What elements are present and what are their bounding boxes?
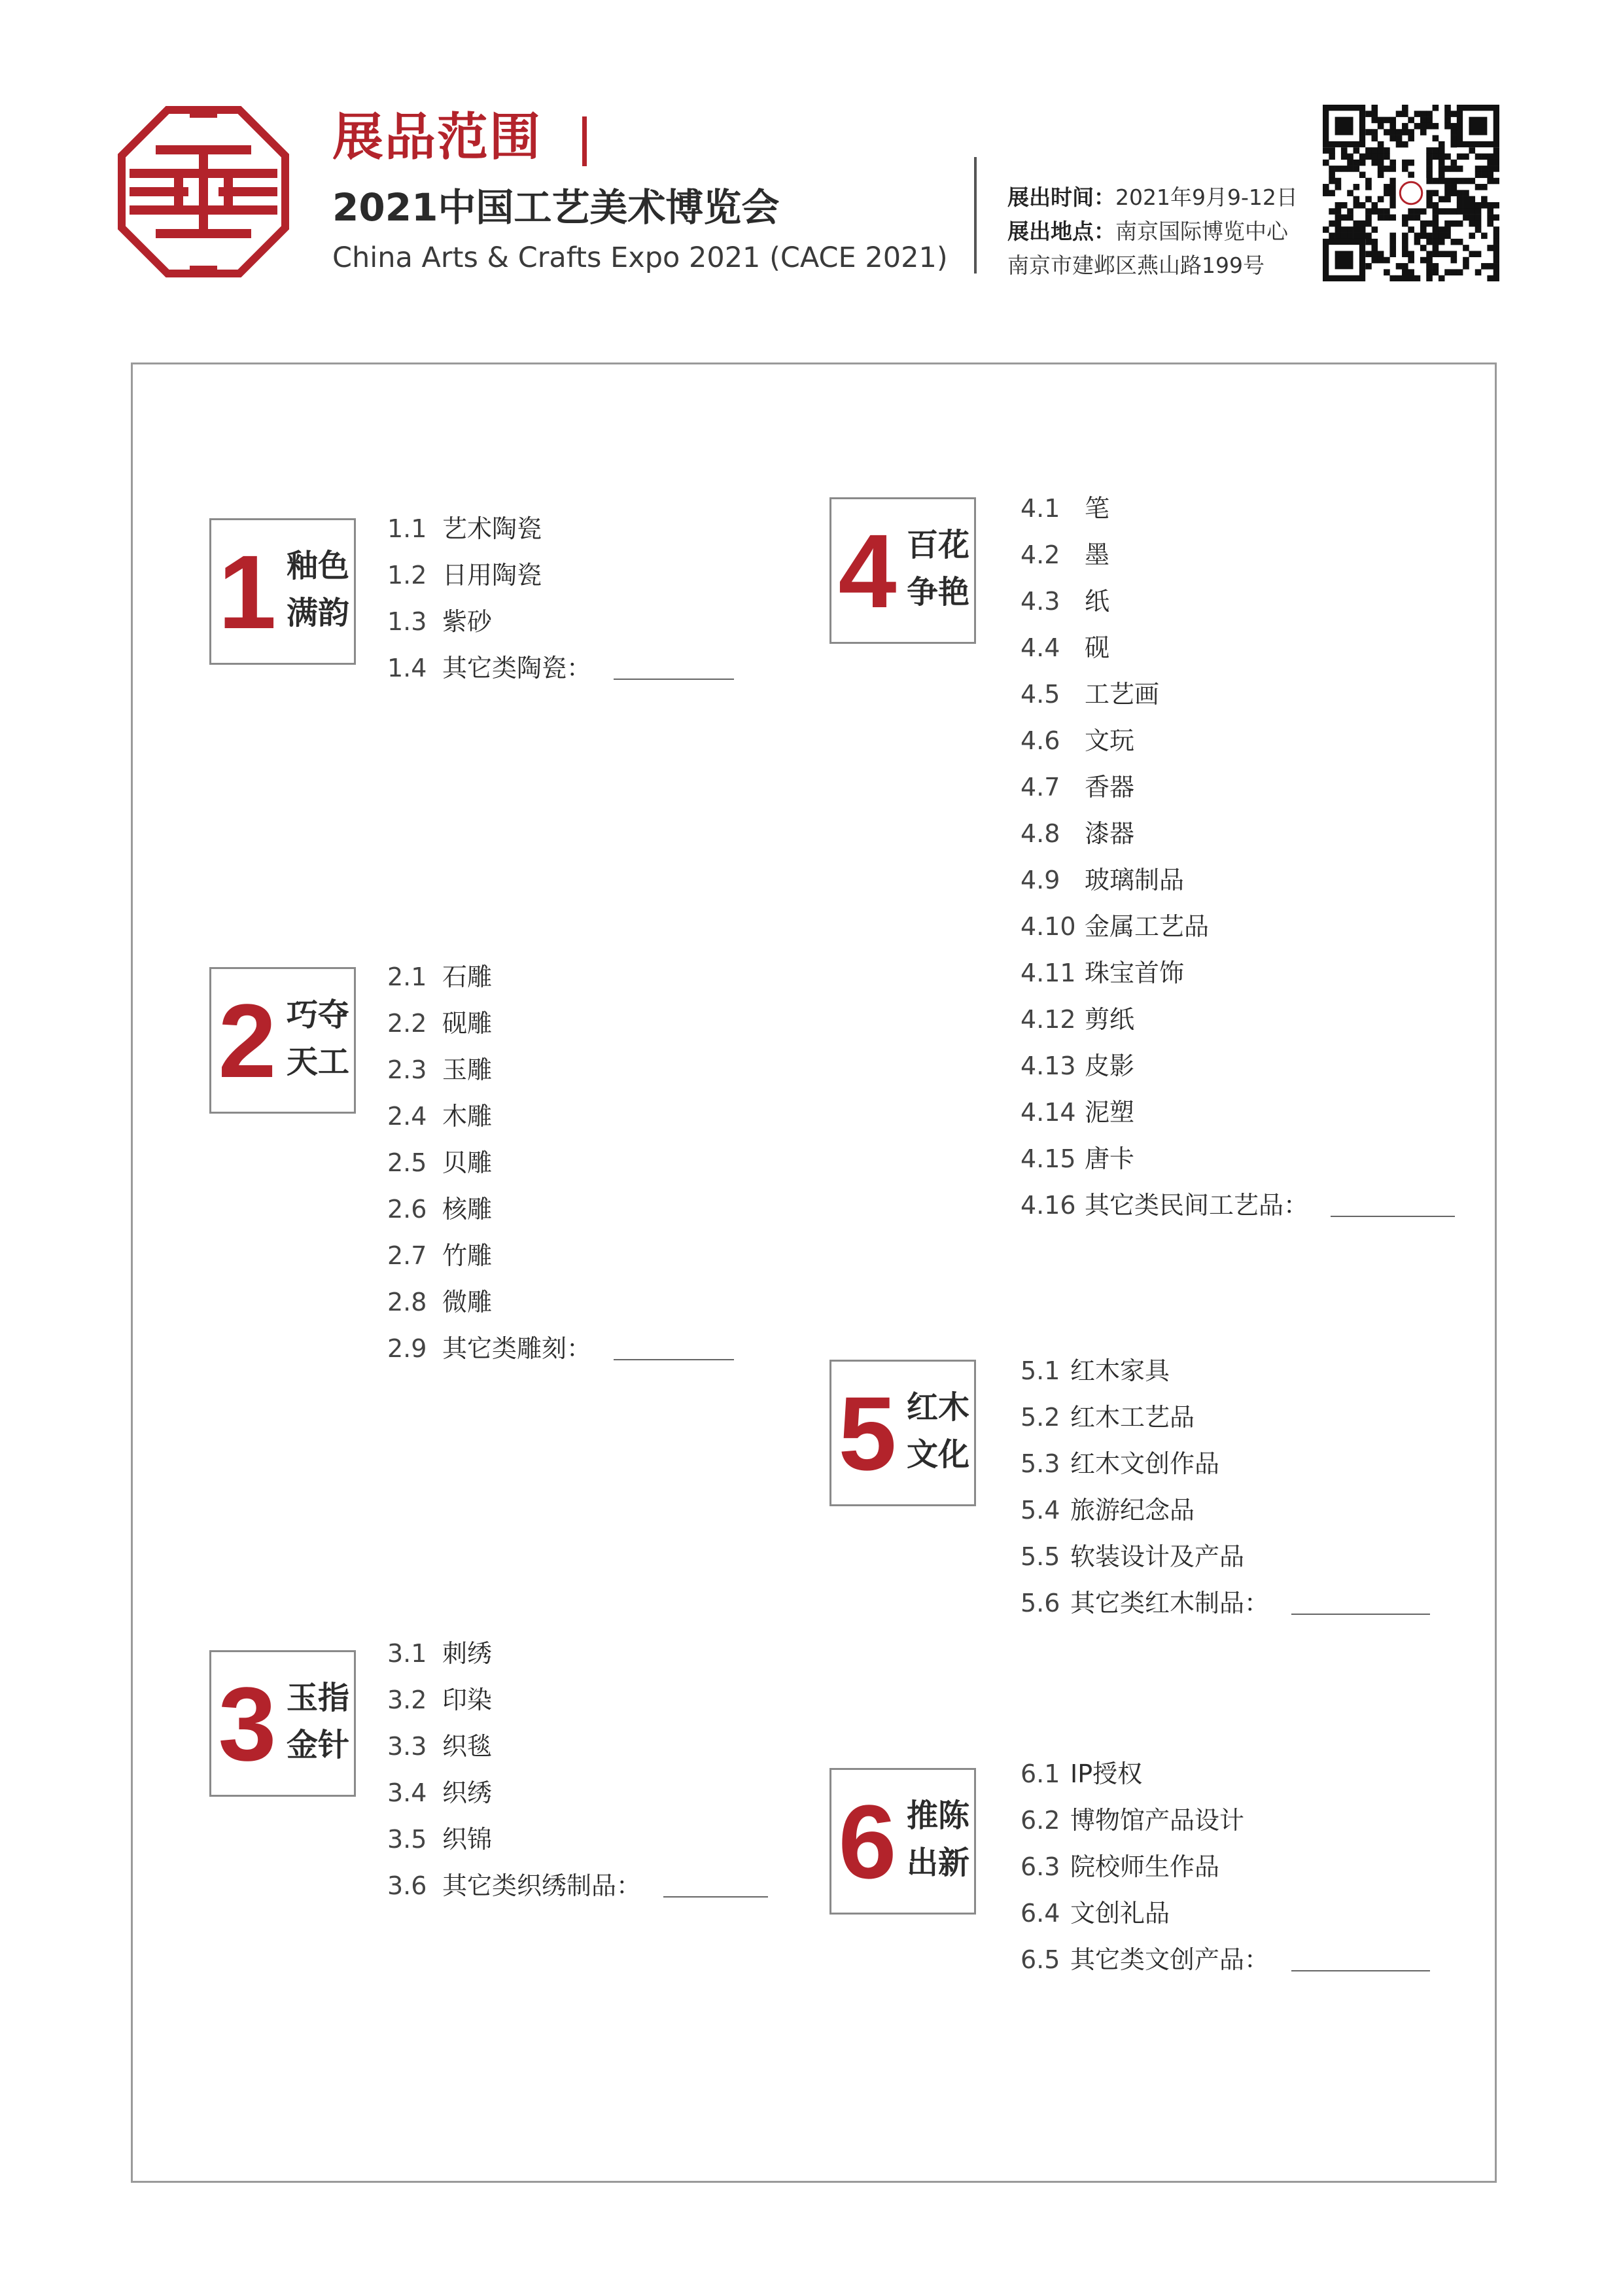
item-number: 2.8 (387, 1288, 427, 1316)
item-label: 其它类雕刻： (442, 1334, 592, 1363)
section-badge (209, 1650, 356, 1797)
fill-in-blank[interactable] (663, 1896, 768, 1898)
item-number: 4.2 (1021, 540, 1060, 569)
list-item (387, 1000, 734, 1047)
item-label: 紫砂 (442, 607, 493, 636)
item-label: 漆器 (1085, 819, 1135, 848)
item-label: 刺绣 (442, 1639, 493, 1668)
section-title-line1: 釉色 (286, 548, 349, 584)
item-label: 旅游纪念品 (1070, 1496, 1195, 1525)
section-title-line1: 巧夺 (286, 997, 349, 1033)
list-item (387, 1047, 734, 1093)
section-item-list (1021, 1751, 1430, 1983)
item-number: 1.2 (387, 561, 427, 590)
info-venue (1007, 215, 1298, 249)
list-item (1021, 1348, 1430, 1394)
info-venue-value: 南京国际博览中心 (1115, 219, 1288, 244)
item-number: 4.15 (1021, 1144, 1076, 1173)
list-item (1021, 1797, 1430, 1844)
item-label: 砚 (1085, 633, 1110, 662)
list-item (1021, 811, 1455, 857)
item-number: 2.1 (387, 963, 427, 991)
list-item (1021, 625, 1455, 671)
header-divider (974, 157, 977, 274)
list-item (387, 1279, 734, 1326)
item-label: 微雕 (442, 1288, 493, 1316)
section-title-line1: 推陈 (906, 1797, 969, 1834)
item-label: 唐卡 (1085, 1144, 1135, 1173)
item-label: 印染 (442, 1686, 493, 1714)
item-number: 4.11 (1021, 959, 1076, 987)
list-item (1021, 997, 1455, 1043)
item-number: 4.5 (1021, 680, 1060, 709)
list-item (387, 1631, 768, 1677)
section-number: 2 (218, 982, 277, 1099)
item-number: 4.12 (1021, 1005, 1076, 1034)
item-number: 6.2 (1021, 1806, 1060, 1835)
item-label: 笔 (1085, 494, 1110, 523)
list-item (1021, 1937, 1430, 1983)
fill-in-blank[interactable] (614, 1359, 734, 1360)
fill-in-blank[interactable] (1291, 1970, 1430, 1971)
list-item (1021, 1043, 1455, 1089)
list-item (387, 1093, 734, 1140)
section-title-line2: 争艳 (906, 574, 969, 610)
item-label: 皮影 (1085, 1051, 1135, 1080)
section-number: 6 (838, 1783, 897, 1900)
section-title-line2: 文化 (906, 1436, 969, 1473)
section-item-list (387, 1631, 768, 1909)
item-label: 核雕 (442, 1195, 493, 1224)
fill-in-blank[interactable] (1331, 1216, 1455, 1217)
item-label: 香器 (1085, 773, 1135, 802)
item-label: 院校师生作品 (1070, 1852, 1220, 1881)
item-number: 5.5 (1021, 1542, 1060, 1571)
list-item (387, 1326, 734, 1372)
section-number: 3 (218, 1665, 277, 1782)
cace-logo-icon (116, 105, 290, 279)
item-number: 3.4 (387, 1778, 427, 1807)
list-item (1021, 1136, 1455, 1182)
item-number: 4.13 (1021, 1051, 1076, 1080)
item-number: 3.2 (387, 1686, 427, 1714)
item-label: 红木家具 (1070, 1356, 1170, 1385)
list-item (1021, 764, 1455, 811)
item-number: 5.6 (1021, 1589, 1060, 1617)
item-label: 红木工艺品 (1070, 1403, 1195, 1432)
item-number: 5.1 (1021, 1356, 1060, 1385)
fill-in-blank[interactable] (614, 679, 734, 680)
list-item (1021, 1182, 1455, 1229)
section-badge (209, 967, 356, 1114)
list-item (387, 954, 734, 1000)
item-label: 文玩 (1085, 726, 1135, 755)
list-item (387, 1770, 768, 1816)
item-number: 6.5 (1021, 1945, 1060, 1974)
item-number: 5.4 (1021, 1496, 1060, 1525)
item-number: 4.6 (1021, 726, 1060, 755)
section-title-line2: 天工 (286, 1044, 349, 1080)
section-title-line1: 玉指 (286, 1680, 349, 1716)
item-number: 2.2 (387, 1009, 427, 1038)
item-number: 5.2 (1021, 1403, 1060, 1432)
list-item (1021, 532, 1455, 578)
item-label: 织绣 (442, 1778, 493, 1807)
item-number: 6.1 (1021, 1759, 1060, 1788)
item-number: 1.3 (387, 607, 427, 636)
item-label: 工艺画 (1085, 680, 1160, 709)
item-label: 泥塑 (1085, 1098, 1135, 1127)
list-item (1021, 718, 1455, 764)
list-item (387, 506, 734, 552)
item-number: 4.10 (1021, 912, 1076, 941)
info-date-label: 展出时间： (1007, 185, 1115, 210)
item-label: 其它类红木制品： (1070, 1589, 1270, 1617)
section-item-list (1021, 1348, 1430, 1627)
item-label: 纸 (1085, 587, 1110, 616)
list-item (387, 1186, 734, 1233)
item-label: 其它类陶瓷： (442, 654, 592, 682)
item-number: 4.7 (1021, 773, 1060, 802)
section-number: 1 (218, 533, 277, 650)
list-item (387, 1723, 768, 1770)
list-item (1021, 1844, 1430, 1890)
item-label: IP授权 (1070, 1759, 1143, 1788)
item-label: 红木文创作品 (1070, 1449, 1220, 1478)
item-label: 艺术陶瓷 (442, 514, 542, 543)
item-number: 4.16 (1021, 1191, 1076, 1220)
list-item (1021, 1394, 1430, 1441)
item-number: 4.1 (1021, 494, 1060, 523)
fill-in-blank[interactable] (1291, 1614, 1430, 1615)
list-item (1021, 950, 1455, 997)
list-item (387, 645, 734, 692)
item-label: 墨 (1085, 540, 1110, 569)
list-item (387, 1233, 734, 1279)
list-item (387, 599, 734, 645)
expo-name-en: China Arts & Crafts Expo 2021 (CACE 2021) (332, 241, 948, 274)
list-item (1021, 1580, 1430, 1627)
item-number: 6.4 (1021, 1899, 1060, 1928)
item-number: 4.3 (1021, 587, 1060, 616)
list-item (1021, 1751, 1430, 1797)
item-number: 2.7 (387, 1241, 427, 1270)
info-date-value: 2021年9月9-12日 (1115, 185, 1298, 210)
item-number: 3.3 (387, 1732, 427, 1761)
item-number: 2.9 (387, 1334, 427, 1363)
item-label: 织锦 (442, 1825, 493, 1854)
section-badge (829, 497, 976, 644)
list-item (1021, 1890, 1430, 1937)
item-number: 2.3 (387, 1055, 427, 1084)
section-badge (829, 1768, 976, 1915)
item-number: 5.3 (1021, 1449, 1060, 1478)
info-date (1007, 181, 1298, 215)
item-label: 织毯 (442, 1732, 493, 1761)
info-address (1007, 249, 1298, 283)
item-number: 1.1 (387, 514, 427, 543)
list-item (1021, 1534, 1430, 1580)
list-item (387, 1140, 734, 1186)
title-divider (582, 116, 587, 166)
item-number: 4.4 (1021, 633, 1060, 662)
item-label: 珠宝首饰 (1085, 959, 1185, 987)
list-item (387, 1677, 768, 1723)
list-item (1021, 486, 1455, 532)
item-label: 剪纸 (1085, 1005, 1135, 1034)
list-item (1021, 857, 1455, 904)
item-number: 1.4 (387, 654, 427, 682)
section-badge (829, 1360, 976, 1506)
item-label: 石雕 (442, 963, 493, 991)
item-label: 砚雕 (442, 1009, 493, 1038)
item-label: 其它类民间工艺品： (1085, 1191, 1309, 1220)
section-title-line1: 红木 (906, 1389, 969, 1426)
section-number: 4 (838, 512, 897, 629)
item-number: 2.5 (387, 1148, 427, 1177)
section-title-line2: 金针 (286, 1727, 349, 1763)
section-title-line2: 满韵 (286, 595, 349, 631)
item-label: 玉雕 (442, 1055, 493, 1084)
item-label: 玻璃制品 (1085, 866, 1185, 894)
item-number: 3.5 (387, 1825, 427, 1854)
item-number: 6.3 (1021, 1852, 1060, 1881)
list-item (1021, 1487, 1430, 1534)
item-label: 博物馆产品设计 (1070, 1806, 1245, 1835)
info-venue-label: 展出地点： (1007, 219, 1115, 244)
item-number: 2.6 (387, 1195, 427, 1224)
item-label: 贝雕 (442, 1148, 493, 1177)
item-number: 4.9 (1021, 866, 1060, 894)
expo-info (1007, 181, 1298, 283)
section-item-list (387, 954, 734, 1372)
item-number: 3.6 (387, 1871, 427, 1900)
list-item (1021, 1441, 1430, 1487)
item-number: 3.1 (387, 1639, 427, 1668)
item-number: 4.14 (1021, 1098, 1076, 1127)
list-item (1021, 578, 1455, 625)
section-item-list (387, 506, 734, 692)
section-badge (209, 518, 356, 665)
info-address-value: 南京市建邺区燕山路199号 (1007, 253, 1265, 278)
list-item (1021, 1089, 1455, 1136)
item-label: 文创礼品 (1070, 1899, 1170, 1928)
item-label: 软装设计及产品 (1070, 1542, 1245, 1571)
page-title: 展品范围 (332, 108, 542, 167)
qr-code-icon (1323, 105, 1499, 281)
section-title-line2: 出新 (906, 1845, 969, 1881)
list-item (387, 1816, 768, 1863)
item-label: 竹雕 (442, 1241, 493, 1270)
item-number: 4.8 (1021, 819, 1060, 848)
item-number: 2.4 (387, 1102, 427, 1131)
list-item (1021, 671, 1455, 718)
section-number: 5 (838, 1375, 897, 1492)
list-item (1021, 904, 1455, 950)
item-label: 金属工艺品 (1085, 912, 1210, 941)
expo-name-cn: 2021中国工艺美术博览会 (332, 185, 780, 230)
list-item (387, 552, 734, 599)
item-label: 其它类文创产品： (1070, 1945, 1270, 1974)
section-title-line1: 百花 (906, 527, 969, 563)
item-label: 木雕 (442, 1102, 493, 1131)
list-item (387, 1863, 768, 1909)
item-label: 日用陶瓷 (442, 561, 542, 590)
item-label: 其它类织绣制品： (442, 1871, 642, 1900)
section-item-list (1021, 486, 1455, 1229)
